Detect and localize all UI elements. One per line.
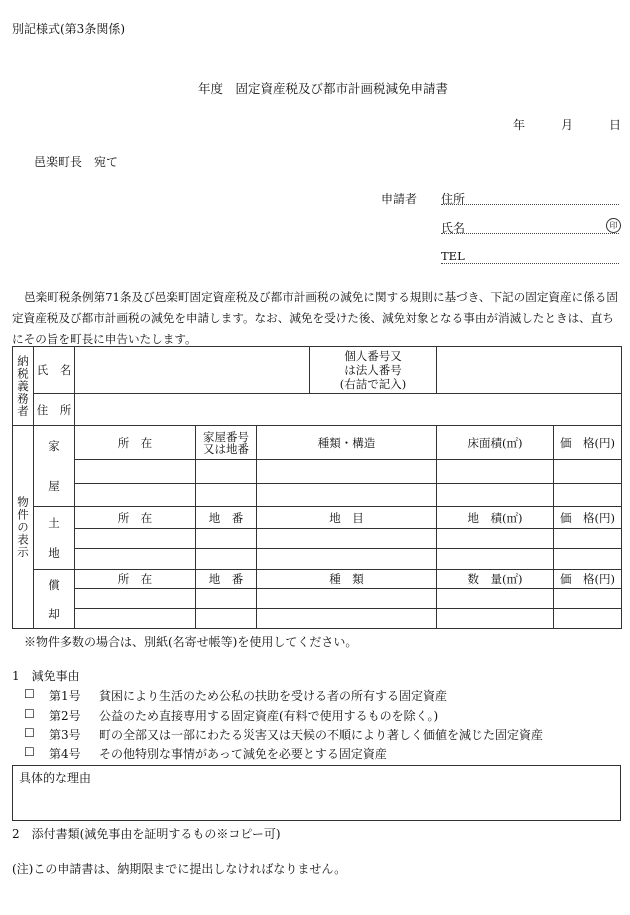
house-location-cell[interactable] bbox=[75, 460, 196, 483]
land-number-cell[interactable] bbox=[196, 529, 257, 549]
applicant-address-label: 住所 bbox=[441, 192, 466, 206]
depreciable-location-cell[interactable] bbox=[75, 609, 196, 629]
depreciable-number-header: 地 番 bbox=[196, 570, 257, 589]
land-area-header: 地 積(㎡) bbox=[437, 507, 554, 529]
reason-item-2[interactable]: ☐ 第2号 公益のため直接専用する固定資産(有料で使用するものを除く。) bbox=[24, 707, 439, 723]
taxpayer-address-label: 住 所 bbox=[34, 394, 75, 426]
land-price-cell[interactable] bbox=[554, 549, 622, 570]
land-location-cell[interactable] bbox=[75, 529, 196, 549]
depreciable-quantity-cell[interactable] bbox=[437, 589, 554, 609]
applicant-label: 申請者 bbox=[381, 192, 418, 206]
depreciable-type-cell[interactable] bbox=[257, 589, 437, 609]
house-area-cell[interactable] bbox=[437, 460, 554, 483]
house-number-cell[interactable] bbox=[196, 483, 257, 507]
specific-reason-box[interactable] bbox=[12, 765, 621, 821]
depreciable-type-cell[interactable] bbox=[257, 609, 437, 629]
land-location-header: 所 在 bbox=[75, 507, 196, 529]
addressee: 邑楽町長 宛て bbox=[34, 155, 119, 169]
reason-item-4[interactable]: ☐ 第4号 その他特別な事情があって減免を必要とする固定資産 bbox=[24, 745, 387, 761]
section1-title: 1 減免事由 bbox=[12, 669, 80, 683]
multiple-properties-note: ※物件多数の場合は、別紙(名寄せ帳等)を使用してください。 bbox=[24, 635, 358, 649]
land-category-cell[interactable] bbox=[257, 529, 437, 549]
checkbox-3[interactable]: ☐ bbox=[24, 726, 35, 740]
personal-number-field[interactable] bbox=[437, 347, 622, 394]
checkbox-1[interactable]: ☐ bbox=[24, 687, 35, 701]
house-type-header: 種類・構造 bbox=[257, 426, 437, 460]
depreciable-number-cell[interactable] bbox=[196, 609, 257, 629]
land-price-cell[interactable] bbox=[554, 529, 622, 549]
house-type-cell[interactable] bbox=[257, 460, 437, 483]
depreciable-price-header: 価 格(円) bbox=[554, 570, 622, 589]
taxpayer-address-field[interactable] bbox=[75, 394, 622, 426]
house-price-cell[interactable] bbox=[554, 483, 622, 507]
house-area-header: 床面積(㎡) bbox=[437, 426, 554, 460]
depreciable-label: 償 却 bbox=[34, 570, 75, 629]
seal-mark: 印 bbox=[606, 218, 621, 233]
land-area-cell[interactable] bbox=[437, 529, 554, 549]
taxpayer-name-label: 氏 名 bbox=[34, 347, 75, 394]
declaration-text: 邑楽町税条例第71条及び邑楽町固定資産税及び都市計画税の減免に関する規則に基づき、下記の固定資産に係る固定資産税及び都市計画税の減免を申請します。なお、減免を受けた後、減免対象となる事由が消滅したときは、直ちにその旨を町長に申告いたします。 bbox=[12, 290, 618, 346]
page-title: 年度 固定資産税及び都市計画税減免申請書 bbox=[198, 81, 449, 96]
applicant-name-field[interactable] bbox=[441, 233, 619, 234]
reason-item-1[interactable]: ☐ 第1号 貧困により生活のため公私の扶助を受ける者の所有する固定資産 bbox=[24, 687, 448, 703]
date-month-label: 月 bbox=[561, 118, 574, 132]
house-price-cell[interactable] bbox=[554, 460, 622, 483]
land-label: 土 地 bbox=[34, 507, 75, 570]
house-type-cell[interactable] bbox=[257, 483, 437, 507]
section2-title: 2 添付書類(減免事由を証明するもの※コピー可) bbox=[12, 827, 281, 841]
depreciable-quantity-cell[interactable] bbox=[437, 609, 554, 629]
land-number-header: 地 番 bbox=[196, 507, 257, 529]
land-number-cell[interactable] bbox=[196, 549, 257, 570]
applicant-tel-field[interactable] bbox=[441, 263, 619, 264]
form-type-label: 別記様式(第3条関係) bbox=[12, 22, 125, 36]
land-location-cell[interactable] bbox=[75, 549, 196, 570]
land-price-header: 価 格(円) bbox=[554, 507, 622, 529]
applicant-tel-label: TEL bbox=[441, 249, 465, 263]
date-day-label: 日 bbox=[609, 118, 622, 132]
land-area-cell[interactable] bbox=[437, 549, 554, 570]
house-number-cell[interactable] bbox=[196, 460, 257, 483]
house-area-cell[interactable] bbox=[437, 483, 554, 507]
depreciable-price-cell[interactable] bbox=[554, 589, 622, 609]
house-number-header: 家屋番号 又は地番 bbox=[196, 426, 257, 460]
footer-note: (注)この申請書は、納期限までに提出しなければなりません。 bbox=[12, 862, 347, 876]
applicant-name-label: 氏名 bbox=[441, 221, 466, 235]
house-price-header: 価 格(円) bbox=[554, 426, 622, 460]
land-category-header: 地 目 bbox=[257, 507, 437, 529]
checkbox-4[interactable]: ☐ bbox=[24, 745, 35, 759]
specific-reason-label: 具体的な理由 bbox=[19, 771, 92, 785]
depreciable-price-cell[interactable] bbox=[554, 609, 622, 629]
depreciable-location-cell[interactable] bbox=[75, 589, 196, 609]
date-year-label: 年 bbox=[513, 118, 526, 132]
property-table bbox=[12, 346, 622, 629]
depreciable-quantity-header: 数 量(㎡) bbox=[437, 570, 554, 589]
taxpayer-name-field[interactable] bbox=[75, 347, 310, 394]
checkbox-2[interactable]: ☐ bbox=[24, 707, 35, 721]
house-location-header: 所 在 bbox=[75, 426, 196, 460]
applicant-address-field[interactable] bbox=[441, 204, 619, 205]
reason-item-3[interactable]: ☐ 第3号 町の全部又は一部にわたる災害又は天候の不順により著しく価値を減じた固定資産 bbox=[24, 726, 544, 742]
personal-number-label: 個人番号又 は法人番号 (右詰で記入) bbox=[310, 347, 437, 394]
depreciable-location-header: 所 在 bbox=[75, 570, 196, 589]
depreciable-type-header: 種 類 bbox=[257, 570, 437, 589]
property-header: 物件の表示 bbox=[13, 426, 34, 629]
depreciable-number-cell[interactable] bbox=[196, 589, 257, 609]
taxpayer-header: 納税義務者 bbox=[13, 347, 34, 426]
house-label: 家 屋 bbox=[34, 426, 75, 507]
land-category-cell[interactable] bbox=[257, 549, 437, 570]
house-location-cell[interactable] bbox=[75, 483, 196, 507]
